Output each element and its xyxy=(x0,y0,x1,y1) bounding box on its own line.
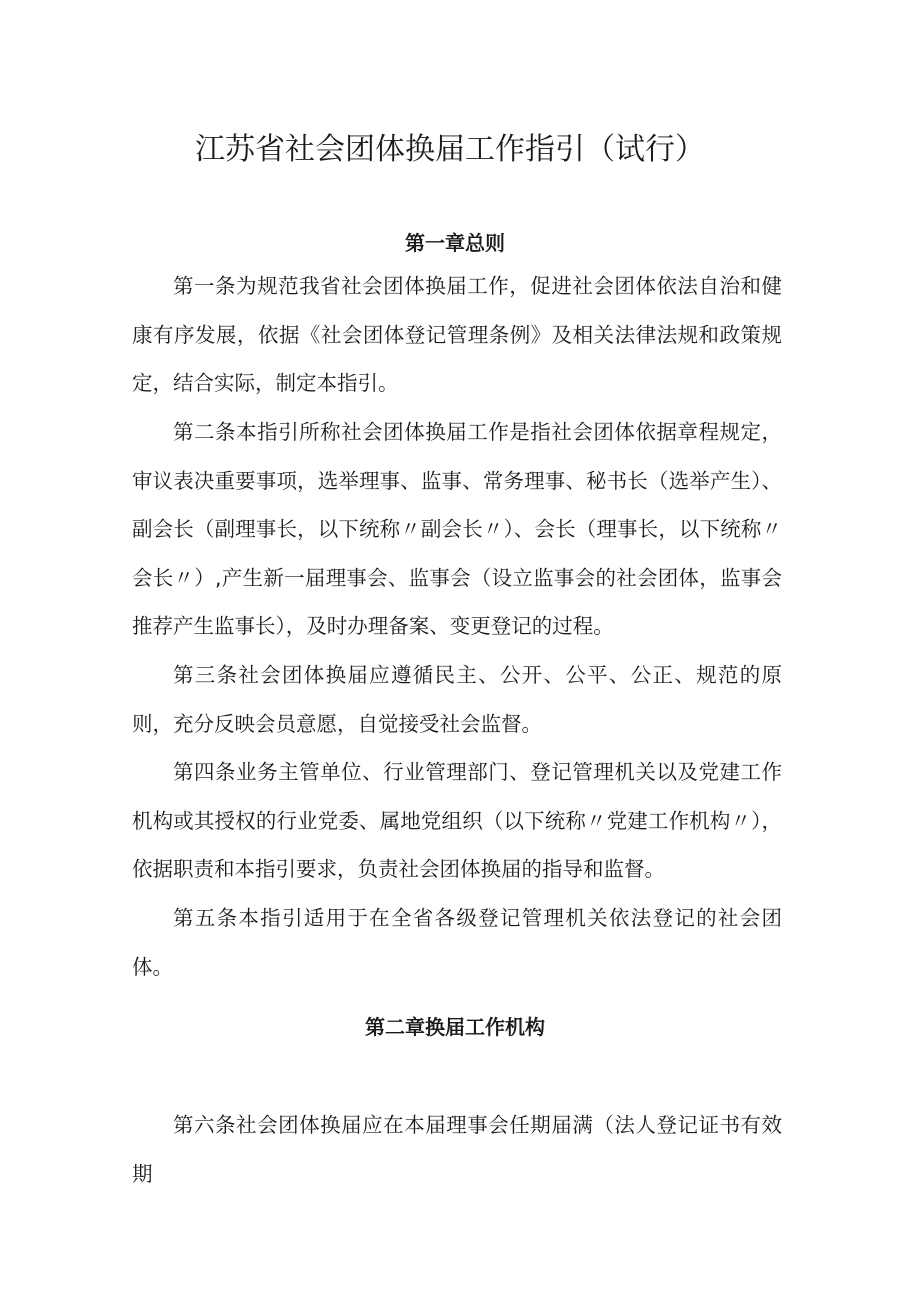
article-4-paragraph: 第四条业务主管单位、行业管理部门、登记管理机关以及党建工作机构或其授权的行业党委、属地党组织（以下统称〃党建工作机构〃），依据职责和本指引要求，负责社会团体换届的指导和监督。 xyxy=(132,760,782,882)
article-5-paragraph: 第五条本指引适用于在全省各级登记管理机关依法登记的社会团体。 xyxy=(132,906,782,979)
article-6-paragraph: 第六条社会团体换届应在本届理事会任期届满（法人登记证书有效期 xyxy=(132,1113,782,1186)
chapter-heading-2: 第二章换届工作机构 xyxy=(365,1015,545,1039)
article-2-paragraph: 第二条本指引所称社会团体换届工作是指社会团体依据章程规定，审议表决重要事项，选举理事、监事、常务理事、秘书长（选举产生）、副会长（副理事长，以下统称〃副会长〃）、会长（理事长，以下统称〃会长〃）,产生新一届理事会、监事会（设立监事会的社会团体，监事会推荐产生监事长），及时办理备案、变更登记的过程。 xyxy=(132,420,782,639)
chapter-heading-1: 第一章总则 xyxy=(405,231,505,255)
document-title: 江苏省社会团体换届工作指引（试行） xyxy=(195,132,705,167)
article-3-paragraph: 第三条社会团体换届应遵循民主、公开、公平、公正、规范的原则，充分反映会员意愿，自觉接受社会监督。 xyxy=(132,663,782,736)
article-1-paragraph: 第一条为规范我省社会团体换届工作，促进社会团体依法自治和健康有序发展，依据《社会团体登记管理条例》及相关法律法规和政策规定，结合实际，制定本指引。 xyxy=(132,274,782,396)
